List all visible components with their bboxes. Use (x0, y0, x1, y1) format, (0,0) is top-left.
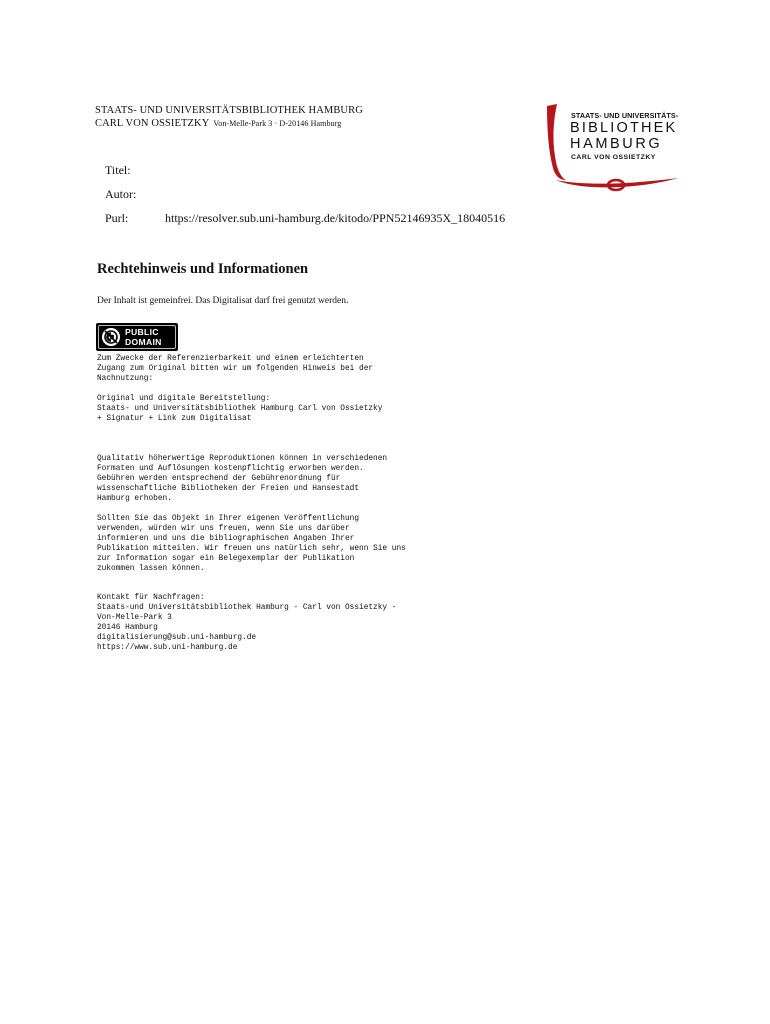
header-name: CARL VON OSSIETZKY (95, 118, 210, 129)
library-logo (544, 100, 684, 196)
public-domain-icon (101, 327, 121, 347)
public-domain-badge (96, 323, 178, 351)
rights-heading: Rechtehinweis und Informationen (97, 261, 309, 277)
library-header (95, 104, 363, 130)
purl-label: Purl: (105, 211, 129, 225)
header-line-2 (95, 117, 363, 130)
citation-request-paragraph: Zum Zwecke der Referenzierbarkeit und einem erleichterten Zugang zum Original bitten wir um folgenden Hinweis bei der Nachnutzung: (97, 355, 374, 383)
logo-line-3: HAMBURG (570, 136, 663, 152)
attribution-paragraph: Original und digitale Bereitstellung: Staats- und Universitätsbibliothek Hamburg Carl von Ossietzky + Signatur + Link zum Digitalisat (97, 395, 383, 423)
reproductions-paragraph: Qualitativ höherwertige Reproduktionen können in verschiedenen Formaten und Auflösungen kostenpflichtig erworben werden. Gebühren werden entsprechend der Gebührenordnung für wissenschaftliche Bibliotheken der Freien und Hansestadt Hamburg erhoben. (97, 455, 388, 503)
public-domain-notice: Der Inhalt ist gemeinfrei. Das Digitalisat darf frei genutzt werden. (97, 296, 349, 306)
author-label: Autor: (105, 187, 137, 201)
publication-paragraph: Sollten Sie das Objekt in Ihrer eigenen Veröffentlichung verwenden, würden wir uns freuen, wenn Sie uns darüber informieren und uns die bibliographischen Angaben Ihrer Publikation mitteilen. Wir freuen uns natürlich sehr, wenn Sie uns zur Information sogar ein Belegexemplar der Publikation zukommen lassen können. (97, 515, 406, 573)
badge-line-1: PUBLIC (125, 327, 159, 337)
logo-line-1: STAATS- UND UNIVERSITÄTS- (571, 111, 679, 120)
logo-line-4: CARL VON OSSIETZKY (571, 154, 656, 161)
header-address: Von-Melle-Park 3 · D-20146 Hamburg (213, 119, 342, 128)
logo-line-2: BIBLIOTHEK (570, 120, 678, 136)
title-label: Titel: (105, 163, 131, 177)
contact-paragraph: Kontakt für Nachfragen: Staats-und Universitätsbibliothek Hamburg - Carl von Ossietzky - Von-Melle-Park 3 20146 Hamburg digitalisierung@sub.uni-hamburg.de https://www.sub.uni-hamburg.de (97, 594, 397, 652)
header-line-1: STAATS- UND UNIVERSITÄTSBIBLIOTHEK HAMBURG (95, 105, 363, 116)
purl-link[interactable]: https://resolver.sub.uni-hamburg.de/kitodo/PPN52146935X_18040516 (165, 211, 506, 225)
badge-line-2: DOMAIN (125, 337, 162, 347)
